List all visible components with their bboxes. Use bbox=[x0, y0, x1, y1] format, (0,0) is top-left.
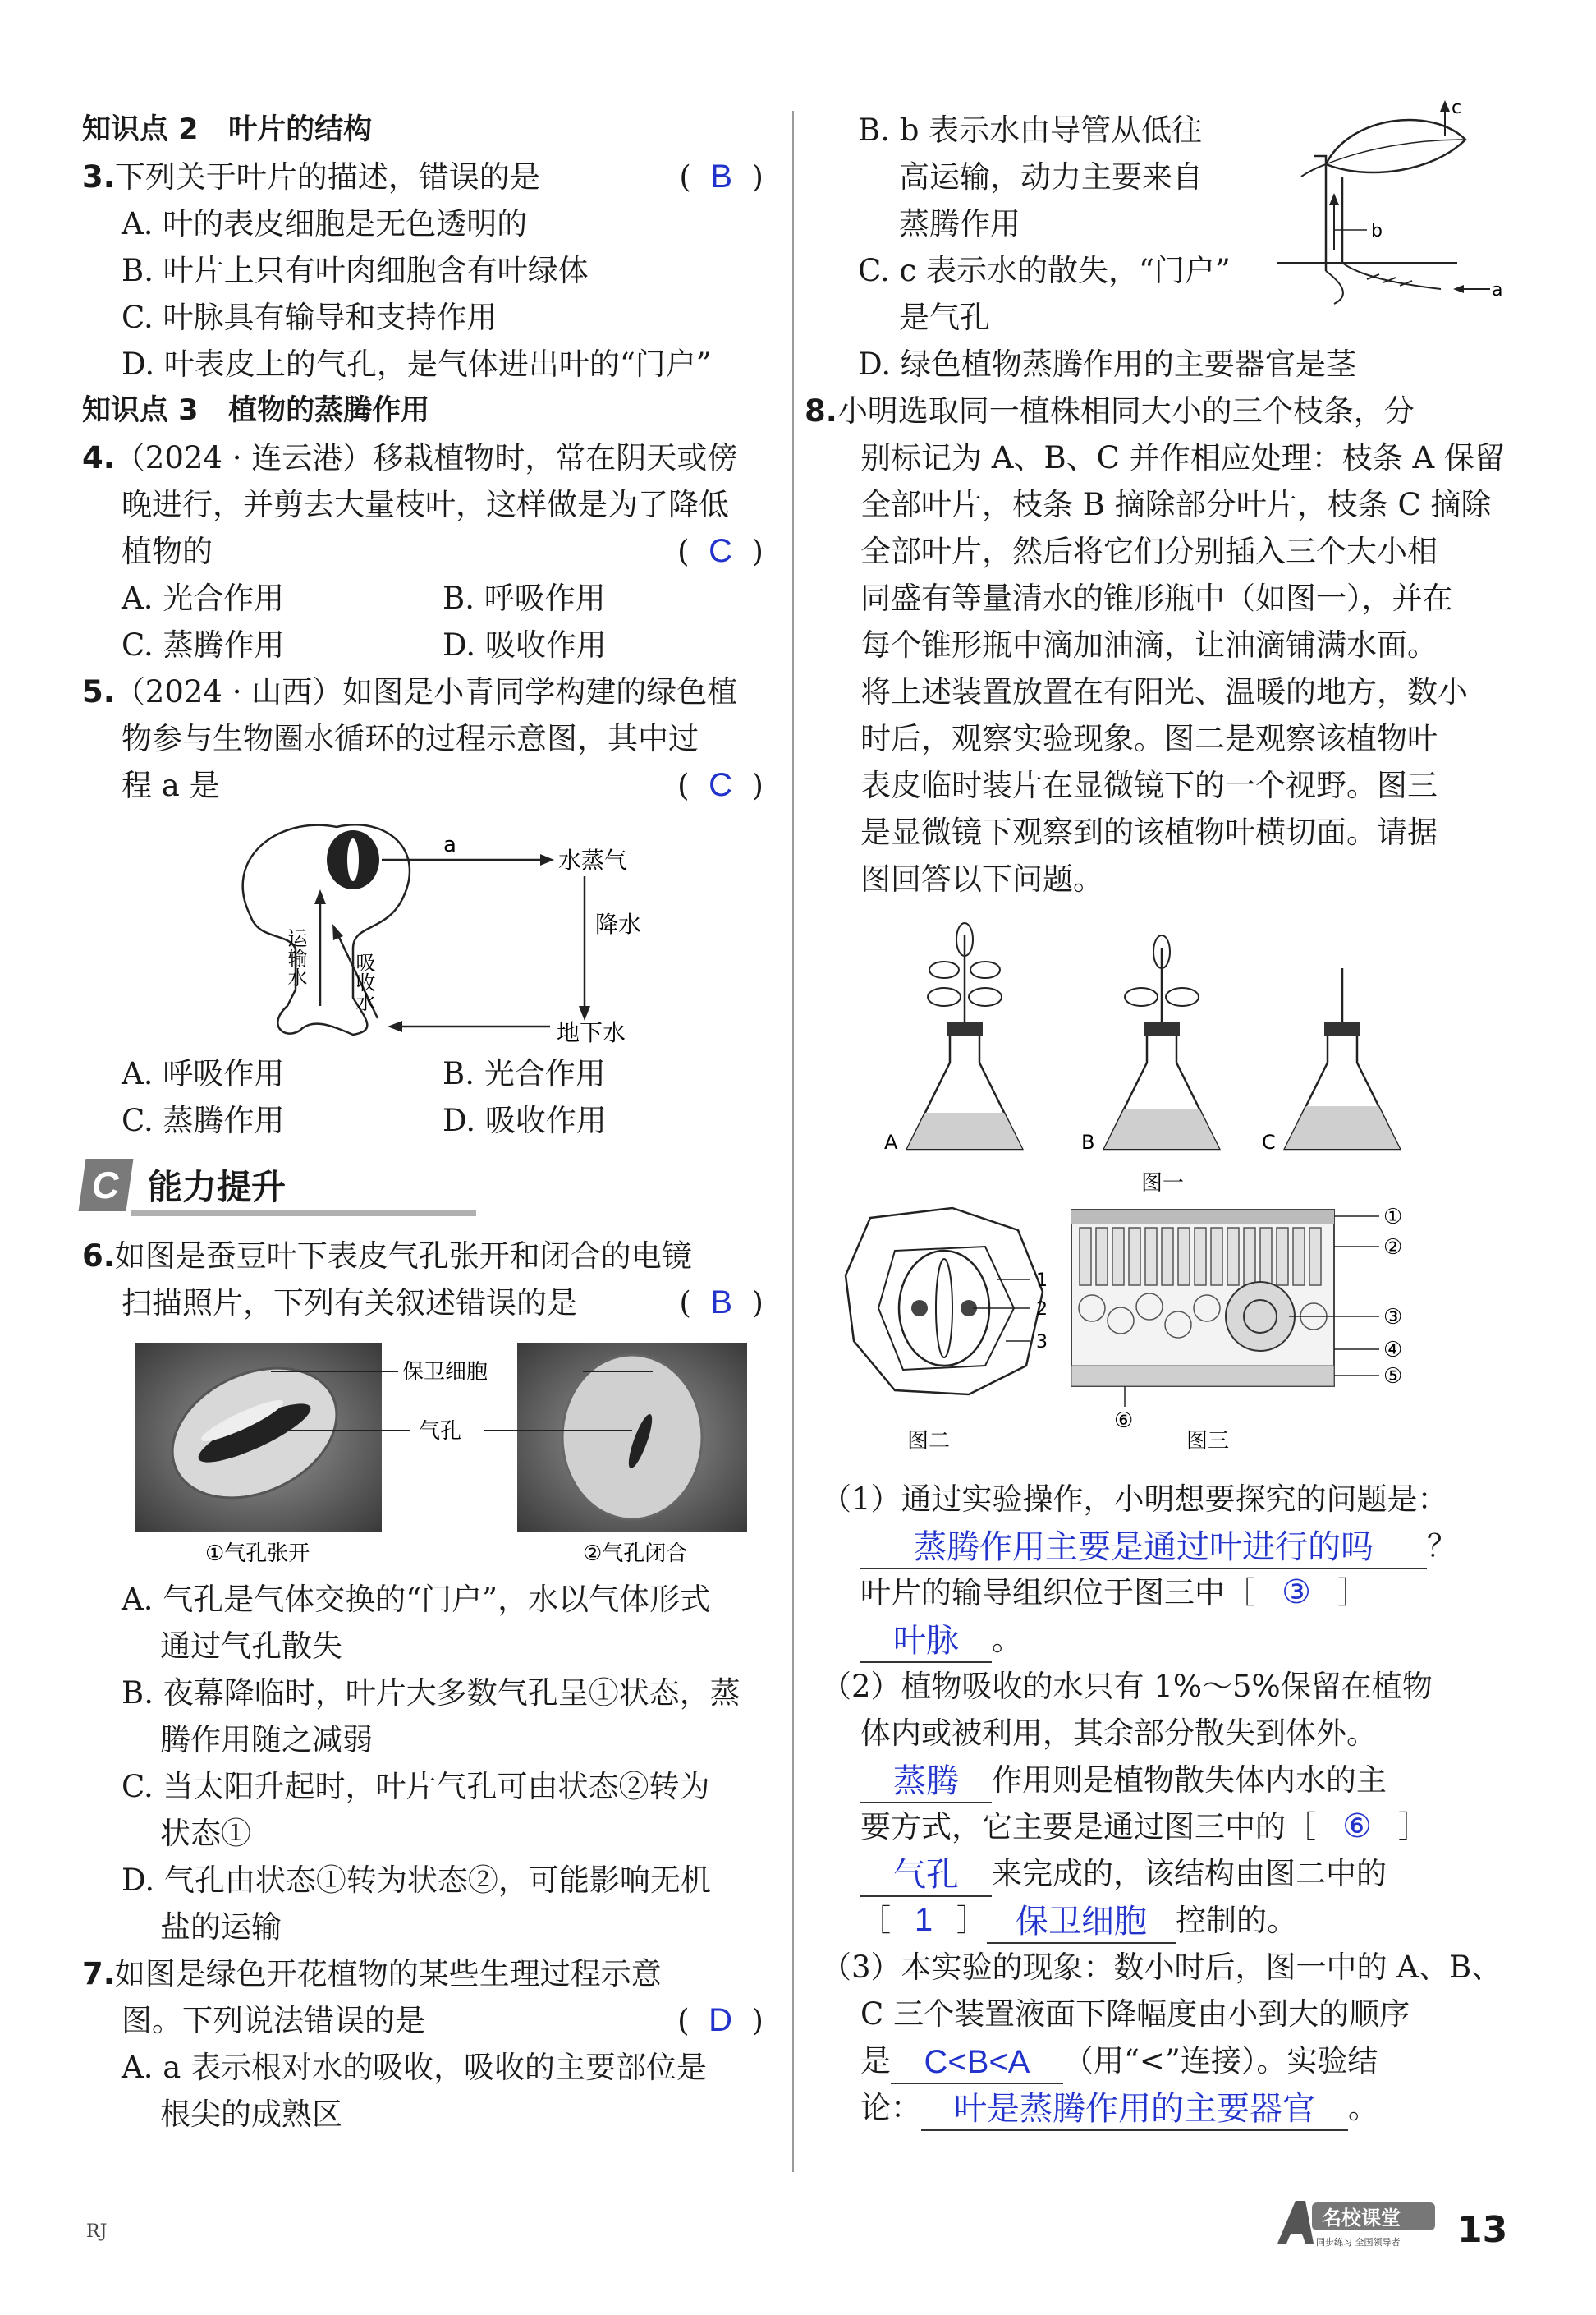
stomata-photos-figure bbox=[82, 1326, 764, 1573]
column-divider bbox=[792, 111, 794, 2172]
q8-line: 全部叶片，枝条 B 摘除部分叶片，枝条 C 摘除 bbox=[860, 487, 1492, 522]
ground-label: 地下水 bbox=[557, 1019, 626, 1046]
brand-logo bbox=[1271, 2194, 1443, 2252]
q8-line: 全部叶片，然后将它们分别插入三个大小相 bbox=[860, 534, 1438, 569]
flask-A-label: A bbox=[884, 1131, 898, 1154]
section-letter: C bbox=[79, 1159, 134, 1211]
caption-open: ①气孔张开 bbox=[205, 1541, 310, 1566]
q6-option-cont: 盐的运输 bbox=[160, 1909, 282, 1945]
flask-C bbox=[1262, 968, 1400, 1154]
q7-answer: D bbox=[709, 2002, 733, 2038]
edition-mark: RJ bbox=[86, 2221, 108, 2242]
q5-line: 程 a 是 ( C ) bbox=[122, 767, 764, 803]
q7-line: 7.如图是绿色开花植物的某些生理过程示意 bbox=[82, 1956, 662, 1991]
q7-option: D. 绿色植物蒸腾作用的主要器官是茎 bbox=[858, 347, 1356, 382]
answer-fill: 蒸腾作用主要是通过叶进行的吗 bbox=[860, 1527, 1427, 1569]
q8-part2-line: 气孔 来完成的，该结构由图二中的 bbox=[821, 1850, 1502, 1897]
flask-C-label: C bbox=[1262, 1131, 1276, 1154]
absorb-label: 吸收水 bbox=[352, 953, 375, 1012]
page-number: 13 bbox=[1457, 2209, 1508, 2251]
q8-line: 是显微镜下观察到的该植物叶横切面。请据 bbox=[860, 815, 1438, 850]
answer-fill: ⑥ bbox=[1342, 1808, 1372, 1844]
fig2-label-3: 3 bbox=[1036, 1332, 1048, 1353]
vapor-label: 水蒸气 bbox=[558, 847, 628, 874]
q3-option: B. 叶片上只有叶肉细胞含有叶绿体 bbox=[122, 253, 589, 288]
q8-part3-line: C 三个装置液面下降幅度由小到大的顺序 bbox=[860, 1996, 1410, 2032]
fig2-label-2: 2 bbox=[1036, 1299, 1048, 1320]
water-cycle-figure bbox=[82, 809, 764, 1047]
fig3-label: ② bbox=[1383, 1235, 1403, 1260]
transport-label: 运输水 bbox=[284, 928, 307, 987]
rain-label: 降水 bbox=[595, 911, 642, 938]
q8-part1-line: 蒸腾作用主要是通过叶进行的吗 ？ bbox=[821, 1523, 1502, 1569]
q8-part3-line: （3）本实验的现象：数小时后，图一中的 A、B、 bbox=[821, 1950, 1502, 1985]
q4-line: 晚进行，并剪去大量枝叶，这样做是为了降低 bbox=[122, 487, 729, 522]
figure-2-caption: 图二 bbox=[907, 1429, 951, 1454]
q8-part2-line: 蒸腾 作用则是植物散失体内水的主 bbox=[821, 1757, 1502, 1803]
fig2-label-1: 1 bbox=[1036, 1270, 1048, 1291]
q4-line: 植物的 ( C ) bbox=[122, 533, 764, 569]
q6-line: 扫描照片，下列有关叙述错误的是 ( B ) bbox=[122, 1284, 764, 1321]
q6-option-cont: 腾作用随之减弱 bbox=[160, 1722, 373, 1757]
q5-options-row: A. 呼吸作用 B. 光合作用 bbox=[122, 1056, 606, 1091]
q8-line: 8.小明选取同一植株相同大小的三个枝条，分 bbox=[805, 393, 1415, 429]
q8-part2-line: 体内或被利用，其余部分散失到体外。 bbox=[860, 1716, 1377, 1751]
fig3-label: ⑥ bbox=[1114, 1408, 1134, 1433]
left-column bbox=[82, 107, 764, 2138]
q8-line: 每个锥形瓶中滴加油滴，让油滴铺满水面。 bbox=[860, 627, 1438, 663]
q6-option: D. 气孔由状态①转为状态②，可能影响无机 bbox=[122, 1863, 711, 1898]
answer-fill: 叶是蒸腾作用的主要器官 bbox=[921, 2088, 1348, 2131]
q8-part3-line: 论： 叶是蒸腾作用的主要器官 。 bbox=[821, 2084, 1502, 2131]
q7-option-cont: 蒸腾作用 bbox=[899, 206, 1020, 241]
fig3-label: ④ bbox=[1383, 1338, 1403, 1362]
figure-3-caption: 图三 bbox=[1186, 1429, 1230, 1454]
answer-fill: ③ bbox=[1282, 1574, 1311, 1610]
right-column bbox=[805, 99, 1505, 2131]
q4-options-row: A. 光合作用 B. 呼吸作用 bbox=[122, 581, 606, 616]
answer-fill: C<B<A bbox=[891, 2042, 1063, 2084]
q8-part2-line: 要方式，它主要是通过图三中的［ ⑥ ］ bbox=[821, 1803, 1502, 1850]
q8-part1-line: 叶片的输导组织位于图三中［ ③ ］ bbox=[821, 1569, 1502, 1616]
q6-option-cont: 状态① bbox=[160, 1816, 251, 1851]
q3-option: C. 叶脉具有输导和支持作用 bbox=[122, 300, 498, 335]
q3-option: A. 叶的表皮细胞是无色透明的 bbox=[122, 206, 528, 241]
q5-line: 物参与生物圈水循环的过程示意图，其中过 bbox=[122, 721, 699, 756]
flask-B-label: B bbox=[1081, 1131, 1095, 1154]
answer-fill: 蒸腾 bbox=[860, 1761, 992, 1803]
fig3-label: ③ bbox=[1383, 1305, 1403, 1330]
q6-line: 6.如图是蚕豆叶下表皮气孔张开和闭合的电镜 bbox=[82, 1238, 692, 1274]
q7-option-cont: 根尖的成熟区 bbox=[160, 2097, 342, 2132]
q4-answer: C bbox=[709, 533, 733, 569]
q6-option: B. 夜幕降临时，叶片大多数气孔呈①状态，蒸 bbox=[122, 1675, 741, 1711]
figure-2-3 bbox=[821, 1201, 1502, 1472]
q7-option-cont: 高运输，动力主要来自 bbox=[899, 159, 1203, 195]
fig3-label: ⑤ bbox=[1383, 1364, 1403, 1389]
brand-name: 名校课堂 bbox=[1322, 2207, 1401, 2230]
brand-slogan: 同步练习 全国领导者 bbox=[1316, 2237, 1401, 2248]
q6-option-cont: 通过气孔散失 bbox=[160, 1628, 342, 1664]
guard-cell-label: 保卫细胞 bbox=[402, 1360, 488, 1385]
caption-closed: ②气孔闭合 bbox=[583, 1541, 688, 1566]
q8-part2-line: （2）植物吸收的水只有 1%～5%保留在植物 bbox=[821, 1669, 1433, 1704]
section-ability bbox=[82, 1152, 764, 1226]
label-b: b bbox=[1371, 221, 1383, 241]
answer-fill: 1 bbox=[914, 1902, 933, 1938]
q4-options-row: C. 蒸腾作用 D. 吸收作用 bbox=[122, 627, 607, 663]
figure-1-flasks bbox=[821, 919, 1502, 1198]
q8-line: 别标记为 A、B、C 并作相应处理：枝条 A 保留 bbox=[860, 440, 1505, 475]
tree-outline bbox=[243, 824, 410, 1035]
q5-answer: C bbox=[709, 767, 733, 803]
q7-option: B. b 表示水由导管从低往 bbox=[858, 113, 1203, 148]
q7-option-cont: 是气孔 bbox=[899, 300, 990, 335]
flask-A bbox=[884, 923, 1022, 1154]
q7-option: A. a 表示根对水的吸收，吸收的主要部位是 bbox=[122, 2050, 708, 2085]
section-title: 能力提升 bbox=[148, 1167, 287, 1207]
figure-2-stoma-view bbox=[846, 1208, 1048, 1454]
q3-stem: 3.下列关于叶片的描述，错误的是 ( B ) bbox=[82, 158, 764, 195]
q3-option: D. 叶表皮上的气孔，是气体进出叶的“门户” bbox=[122, 347, 712, 382]
q7-option: C. c 表示水的散失，“门户” bbox=[858, 253, 1231, 288]
answer-fill: 保卫细胞 bbox=[987, 1901, 1176, 1944]
q8-line: 同盛有等量清水的锥形瓶中（如图一），并在 bbox=[860, 581, 1453, 616]
label-c: c bbox=[1452, 99, 1462, 118]
q5-options-row: C. 蒸腾作用 D. 吸收作用 bbox=[122, 1103, 607, 1138]
q5-line: 5.（2024 · 山西）如图是小青同学构建的绿色植 bbox=[82, 674, 738, 710]
q6-answer: B bbox=[710, 1284, 733, 1321]
q3-answer: B bbox=[710, 158, 733, 195]
stoma-label: 气孔 bbox=[419, 1419, 462, 1444]
q8-part1-line: 叶脉 。 bbox=[821, 1616, 1502, 1663]
knowledge-point-2: 知识点 2 叶片的结构 bbox=[82, 113, 373, 146]
flask-B bbox=[1081, 935, 1219, 1154]
knowledge-point-3: 知识点 3 植物的蒸腾作用 bbox=[82, 394, 430, 427]
q6-option: C. 当太阳升起时，叶片气孔可由状态②转为 bbox=[122, 1769, 710, 1804]
figure-3-leaf-section bbox=[1071, 1205, 1402, 1454]
q4-line: 4.（2024 · 连云港）移栽植物时，常在阴天或傍 bbox=[82, 440, 738, 475]
answer-fill: 气孔 bbox=[860, 1854, 992, 1897]
q8-line: 将上述装置放置在有阳光、温暖的地方，数小 bbox=[860, 674, 1468, 710]
q8-part2-line: ［ 1 ］ 保卫细胞 控制的。 bbox=[821, 1897, 1502, 1944]
q8-line: 图回答以下问题。 bbox=[860, 861, 1103, 897]
arrow-a-label: a bbox=[443, 833, 456, 857]
q6-option: A. 气孔是气体交换的“门户”，水以气体形式 bbox=[122, 1582, 711, 1617]
label-a: a bbox=[1492, 280, 1503, 301]
fig3-label: ① bbox=[1383, 1205, 1403, 1229]
figure-1-caption: 图一 bbox=[1141, 1171, 1185, 1196]
q8-line: 时后，观察实验现象。图二是观察该植物叶 bbox=[860, 721, 1438, 756]
q7-continued bbox=[821, 99, 1503, 388]
q8-part1-line: （1）通过实验操作，小明想要探究的问题是： bbox=[821, 1481, 1448, 1517]
q8-part3-line: 是 C<B<A （用“<”连接）。实验结 bbox=[821, 2037, 1502, 2084]
q8-line: 表皮临时装片在显微镜下的一个视野。图三 bbox=[860, 768, 1438, 803]
answer-fill: 叶脉 bbox=[860, 1620, 992, 1663]
plant-process-figure bbox=[1277, 99, 1515, 328]
q7-line: 图。下列说法错误的是 ( D ) bbox=[122, 2002, 764, 2038]
